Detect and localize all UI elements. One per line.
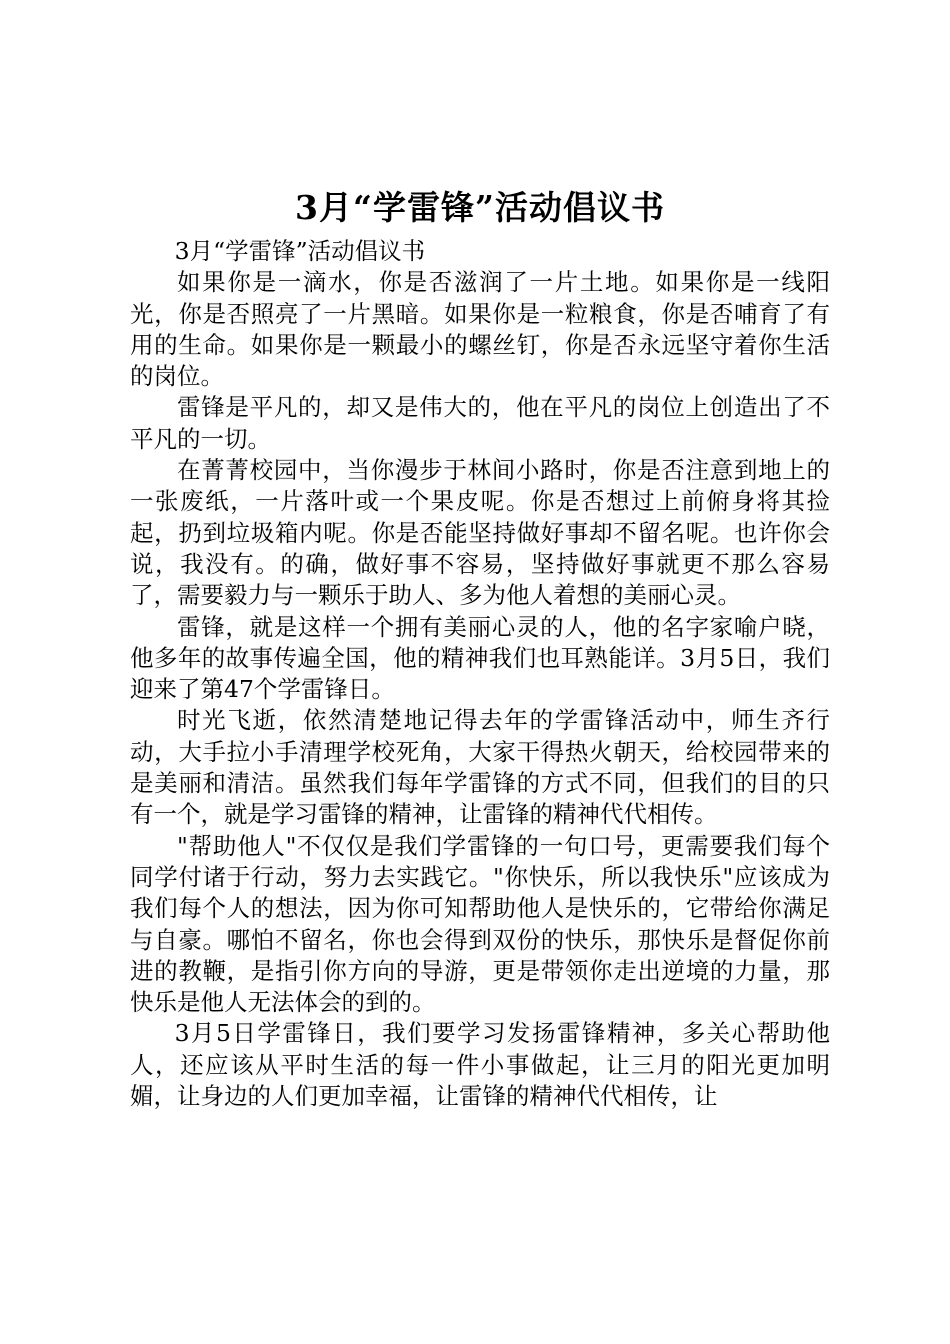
paragraph-water-drop: 如果你是一滴水，你是否滋润了一片土地。如果你是一线阳光，你是否照亮了一片黑暗。如果你是一粒粮食，你是否哺育了有用的生命。如果你是一颗最小的螺丝钉，你是否永远坚守着你生活的岗位。 bbox=[130, 268, 830, 391]
paragraph-lei-feng: 雷锋，就是这样一个拥有美丽心灵的人，他的名字家喻户晓，他多年的故事传遍全国，他的精神我们也耳熟能详。3月5日，我们迎来了第47个学雷锋日。 bbox=[130, 612, 830, 704]
paragraph-campus: 在菁菁校园中，当你漫步于林间小路时，你是否注意到地上的一张废纸，一片落叶或一个果皮呢。你是否想过上前俯身将其捡起，扔到垃圾箱内呢。你是否能坚持做好事却不留名呢。也许你会说，我没有。的确，做好事不容易，坚持做好事就更不那么容易了，需要毅力与一颗乐于助人、多为他人着想的美丽心灵。 bbox=[130, 456, 830, 610]
paragraph-ordinary-great: 雷锋是平凡的，却又是伟大的，他在平凡的岗位上创造出了不平凡的一切。 bbox=[130, 393, 830, 453]
document-body bbox=[130, 236, 830, 1112]
document-title: 3月“学雷锋”活动倡议书 bbox=[295, 188, 665, 227]
document-subtitle: 3月“学雷锋”活动倡议书 bbox=[174, 237, 426, 265]
paragraph-helping-others: "帮助他人"不仅仅是我们学雷锋的一句口号，更需要我们每个同学付诸于行动，努力去实践它。"你快乐，所以我快乐"应该成为我们每个人的想法，因为你可知帮助他人是快乐的，它带给你满足与自豪。哪怕不留名，你也会得到双份的快乐，那快乐是督促你前进的教鞭，是指引你方向的导游，更是带领你走出逆境的力量，那快乐是他人无法体会的到的。 bbox=[130, 831, 830, 1017]
paragraph-last-year: 时光飞逝，依然清楚地记得去年的学雷锋活动中，师生齐行动，大手拉小手清理学校死角，大家干得热火朝天，给校园带来的是美丽和清洁。虽然我们每年学雷锋的方式不同，但我们的目的只有一个，就是学习雷锋的精神，让雷锋的精神代代相传。 bbox=[130, 706, 830, 829]
paragraph-march-5: 3月5日学雷锋日，我们要学习发扬雷锋精神，多关心帮助他人，还应该从平时生活的每一件小事做起，让三月的阳光更加明媚，让身边的人们更加幸福，让雷锋的精神代代相传，让 bbox=[130, 1019, 830, 1111]
